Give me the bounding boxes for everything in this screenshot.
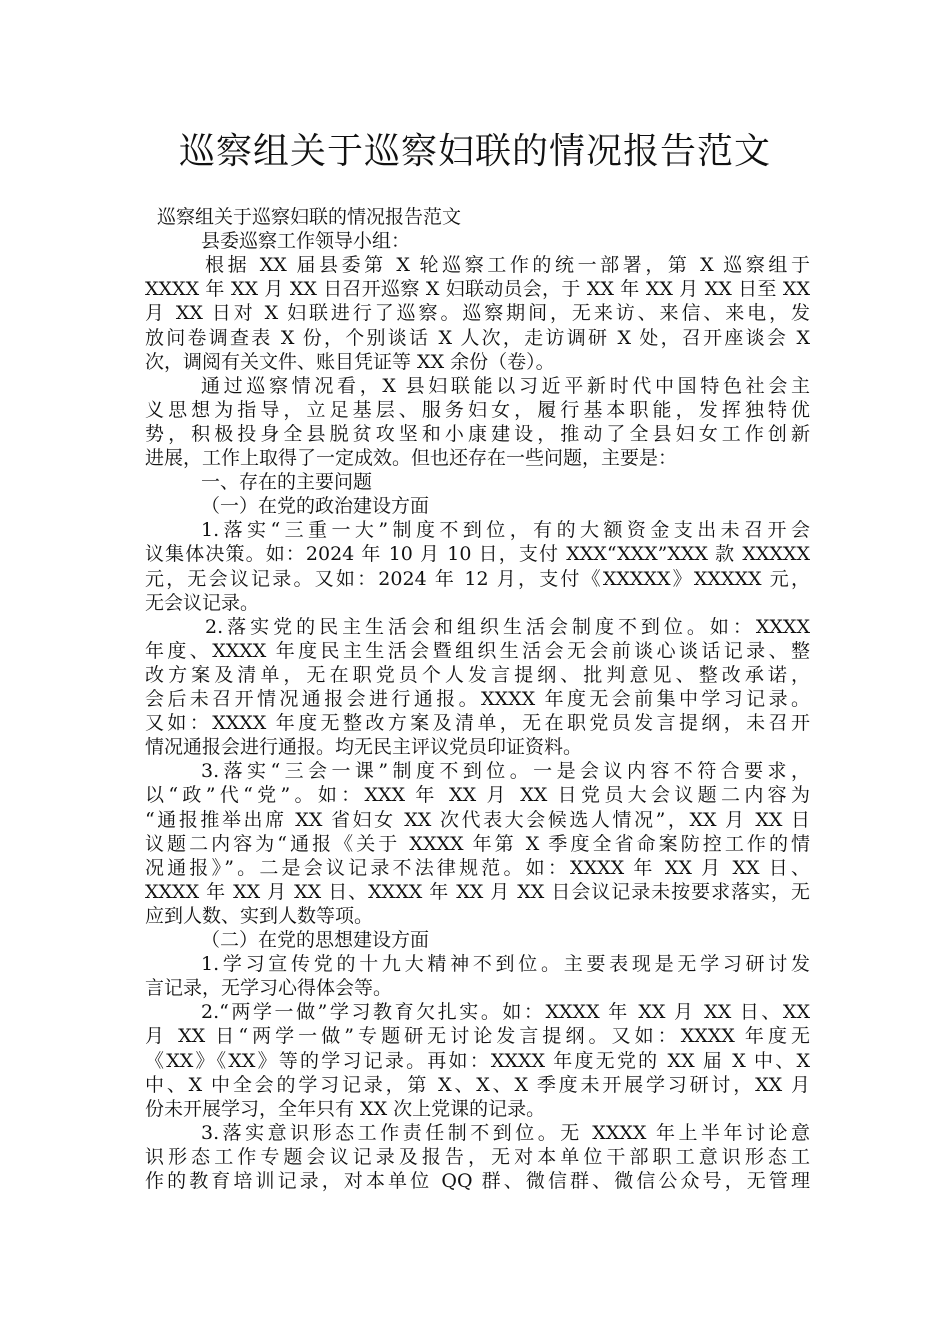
text-line: 一、存在的主要问题: [201, 471, 373, 494]
text-line: 又如：XXXX 年度无整改方案及清单，无在职党员发言提纲，未召开: [145, 712, 810, 735]
text-line: 次，调阅有关文件、账目凭证等 XX 余份（卷）。: [145, 350, 555, 373]
text-line: 中、X 中全会的学习记录，第 X、X、X 季度未开展学习研讨，XX 月: [145, 1073, 810, 1096]
text-line: 进展，工作上取得了一定成效。但也还存在一些问题，主要是：: [145, 447, 678, 469]
text-line: 2.落实党的民主生活会和组织生活会制度不到位。如：XXXX: [205, 615, 810, 638]
text-line: 份未开展学习，全年只有 XX 次上党课的记录。: [145, 1097, 546, 1120]
text-line: 以“政”代“党”。如：XXX 年 XX 月 XX 日党员大会议题二内容为: [145, 784, 810, 807]
text-line: 1.落实“三重一大”制度不到位，有的大额资金支出未召开会: [201, 519, 810, 542]
text-line: 年度、XXXX 年度民主生活会暨组织生活会无会前谈心谈话记录、整: [145, 639, 810, 662]
text-line: 情况通报会进行通报。均无民主评议党员印证资料。: [145, 736, 583, 759]
text-line: XXXX 年 XX 月 XX 日召开巡察 X 妇联动员会，于 XX 年 XX 月 XX 日至 XX: [145, 278, 810, 301]
text-line: 作的教育培训记录，对本单位 QQ 群、微信群、微信公众号，无管理: [145, 1170, 810, 1192]
text-line: （一）在党的政治建设方面: [201, 495, 430, 518]
text-line: 3.落实“三会一课”制度不到位。一是会议内容不符合要求，: [201, 760, 810, 783]
text-line: 元，无会议记录。又如：2024 年 12 月，支付《XXXXX》XXXXX 元，: [145, 567, 810, 590]
text-line: 应到人数、实到人数等项。: [145, 904, 374, 927]
text-line: 3.落实意识形态工作责任制不到位。无 XXXX 年上半年讨论意: [201, 1121, 810, 1144]
text-line: XXXX 年 XX 月 XX 日、XXXX 年 XX 月 XX 日会议记录未按要求落实，无: [145, 880, 810, 903]
text-line: “通报推举出席 XX 省妇女 XX 次代表大会候选人情况”，XX 月 XX 日: [145, 808, 810, 831]
text-line: 通过巡察情况看，X 县妇联能以习近平新时代中国特色社会主: [201, 374, 810, 397]
text-line: 放问卷调查表 X 份，个别谈话 X 人次，走访调研 X 处，召开座谈会 X: [145, 326, 810, 349]
text-line: 月 XX 日“两学一做”专题研无讨论发言提纲。又如：XXXX 年度无: [145, 1025, 810, 1048]
text-line: 势，积极投身全县脱贫攻坚和小康建设，推动了全县妇女工作创新: [145, 422, 810, 445]
text-line: 议题二内容为“通报《关于 XXXX 年第 X 季度全省命案防控工作的情: [145, 832, 810, 855]
text-line: 1.学习宣传党的十九大精神不到位。主要表现是无学习研讨发: [201, 953, 810, 976]
text-line: 义思想为指导，立足基层、服务妇女，履行基本职能，发挥独特优: [145, 398, 810, 421]
text-line: 改方案及清单，无在职党员个人发言提纲、批判意见、整改承诺，: [145, 663, 810, 686]
document-title: 巡察组关于巡察妇联的情况报告范文: [178, 131, 771, 172]
text-line: 会后未召开情况通报会进行通报。XXXX 年度无会前集中学习记录。: [145, 688, 810, 710]
text-line: 2.“两学一做”学习教育欠扎实。如：XXXX 年 XX 月 XX 日、XX: [201, 1001, 810, 1024]
text-line: 言记录，无学习心得体会等。: [145, 977, 393, 1000]
text-line: 况通报》”。二是会议记录不法律规范。如：XXXX 年 XX 月 XX 日、: [145, 856, 810, 879]
text-line: 巡察组关于巡察妇联的情况报告范文: [157, 206, 462, 228]
text-line: 月 XX 日对 X 妇联进行了巡察。巡察期间，无来访、来信、来电，发: [145, 302, 810, 325]
text-line: 识形态工作专题会议记录及报告，无对本单位干部职工意识形态工: [145, 1145, 810, 1168]
text-line: 无会议记录。: [145, 591, 260, 614]
text-line: 县委巡察工作领导小组：: [201, 230, 411, 253]
text-line: 根据 XX 届县委第 X 轮巡察工作的统一部署，第 X 巡察组于: [205, 254, 810, 277]
text-line: 《XX》《XX》等的学习记录。再如：XXXX 年度无党的 XX 届 X 中、X: [145, 1049, 810, 1072]
text-line: 议集体决策。如：2024 年 10 月 10 日，支付 XXX“XXX”XXX 款 XXXXX: [145, 543, 810, 566]
text-line: （二）在党的思想建设方面: [201, 929, 430, 951]
